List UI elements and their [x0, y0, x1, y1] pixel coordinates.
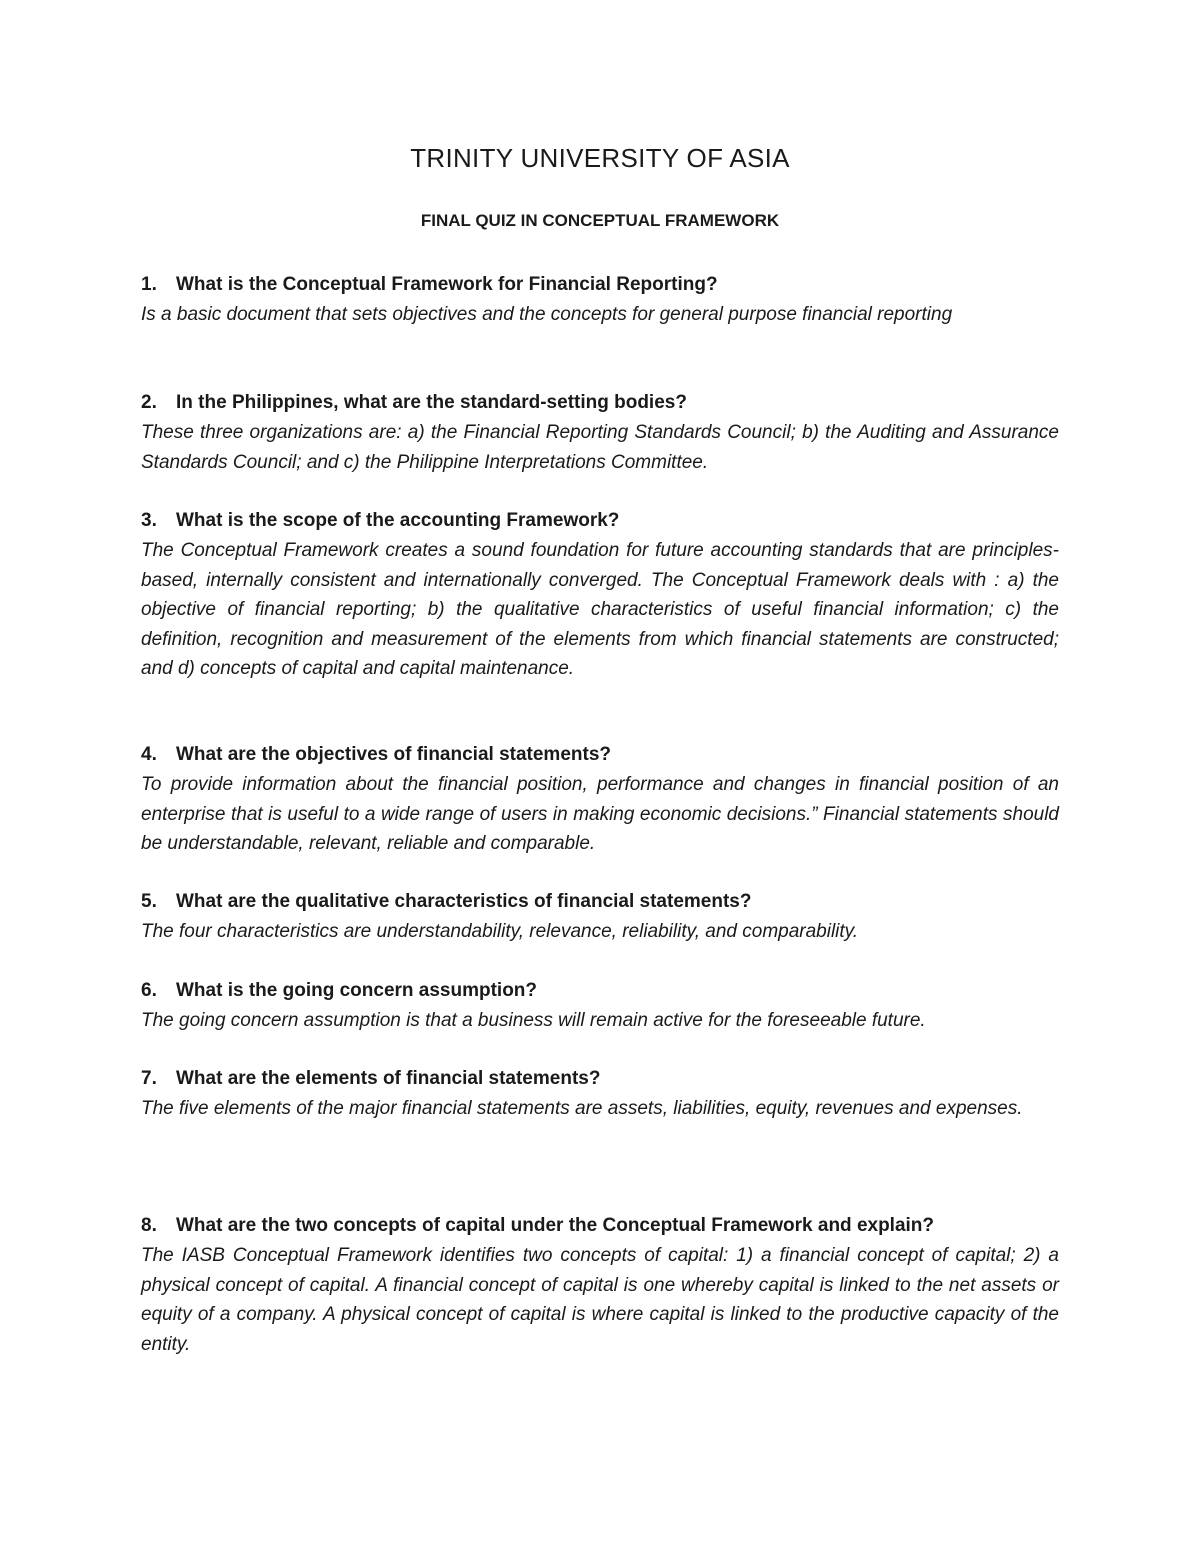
question-text: What are the elements of financial statements?: [176, 1068, 601, 1089]
question-heading: [141, 506, 1059, 536]
question-heading: [141, 1211, 1059, 1241]
answer-text: Is a basic document that sets objectives and the concepts for general purpose financial reporting: [141, 304, 953, 325]
question-number: 4.: [141, 744, 157, 765]
question-text: In the Philippines, what are the standard-setting bodies?: [176, 392, 687, 413]
question-text: What is the going concern assumption?: [176, 980, 538, 1001]
answer-text: The going concern assumption is that a business will remain active for the foreseeable future.: [141, 1010, 926, 1031]
question-heading: [141, 270, 1059, 300]
question-block-3: [141, 506, 1059, 684]
question-text: What is the scope of the accounting Framework?: [176, 510, 620, 531]
answer-text: The five elements of the major financial statements are assets, liabilities, equity, revenues and expenses.: [141, 1098, 1023, 1119]
document-subtitle: FINAL QUIZ IN CONCEPTUAL FRAMEWORK: [420, 211, 780, 230]
question-block-6: [141, 976, 1059, 1036]
question-block-5: [141, 887, 1059, 947]
question-number: 5.: [141, 891, 157, 912]
answer-text: The Conceptual Framework creates a sound foundation for future accounting standards that are principles-based, internally consistent and internationally converged. The Conceptual Framework deals with : a) the objective of financial reporting; b) the qualitative characteristics of useful financial information; c) the definition, recognition and measurement of the elements from which financial statements are constructed; and d) concepts of capital and capital maintenance.: [141, 540, 1059, 680]
question-number: 8.: [141, 1215, 157, 1236]
question-number: 6.: [141, 980, 157, 1001]
question-text: What is the Conceptual Framework for Financial Reporting?: [176, 274, 718, 295]
question-block-8: [141, 1211, 1059, 1359]
question-block-7: [141, 1064, 1059, 1124]
answer-text: The IASB Conceptual Framework identifies two concepts of capital: 1) a financial concept of capital; 2) a physical concept of capital. A financial concept of capital is one whereby capital is linked to the net assets or equity of a company. A physical concept of capital is where capital is linked to the productive capacity of the entity.: [141, 1245, 1059, 1355]
question-heading: [141, 976, 1059, 1006]
question-text: What are the qualitative characteristics of financial statements?: [176, 891, 752, 912]
answer-text: These three organizations are: a) the Financial Reporting Standards Council; b) the Auditing and Assurance Standards Council; and c) the Philippine Interpretations Committee.: [141, 422, 1059, 473]
question-block-2: [141, 388, 1059, 477]
question-text: What are the objectives of financial statements?: [176, 744, 611, 765]
question-text: What are the two concepts of capital under the Conceptual Framework and explain?: [176, 1215, 935, 1236]
question-number: 7.: [141, 1068, 157, 1089]
question-number: 2.: [141, 392, 157, 413]
question-heading: [141, 887, 1059, 917]
question-heading: [141, 740, 1059, 770]
question-heading: [141, 388, 1059, 418]
question-number: 3.: [141, 510, 157, 531]
question-heading: [141, 1064, 1059, 1094]
answer-text: The four characteristics are understandability, relevance, reliability, and comparability.: [141, 921, 859, 942]
document-title: TRINITY UNIVERSITY OF ASIA: [410, 143, 790, 173]
answer-text: To provide information about the financial position, performance and changes in financial position of an enterprise that is useful to a wide range of users in making economic decisions.” Financial statements should be understandable, relevant, reliable and comparable.: [141, 774, 1059, 855]
question-block-4: [141, 740, 1059, 859]
question-number: 1.: [141, 274, 157, 295]
question-block-1: [141, 270, 1059, 330]
